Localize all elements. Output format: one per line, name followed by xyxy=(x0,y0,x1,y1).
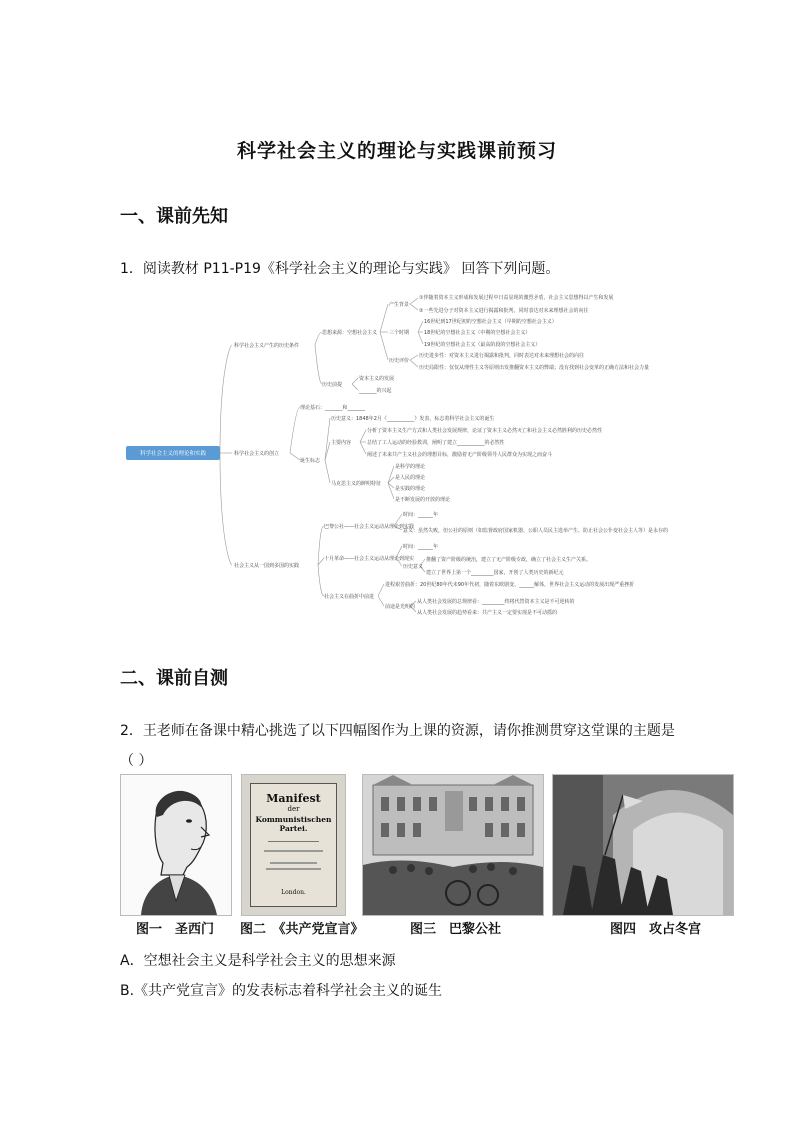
b1-bg: 产生背景 xyxy=(389,302,410,308)
b3-dev: 社会主义在曲折中前进 xyxy=(324,594,375,600)
b2-m1: 分析了资本主义生产方式和人类社会发展规律，论证了资本主义必然灭亡和社会主义必然胜利的历史必然性 xyxy=(367,428,603,434)
question-2-answer-paren: （ ） xyxy=(120,753,153,769)
mind-map xyxy=(120,290,680,620)
branch-1: 科学社会主义产生的历史条件 xyxy=(234,343,300,349)
paris-commune-engraving xyxy=(362,774,544,916)
section-heading-preview: 一、课前先知 xyxy=(120,206,228,227)
b1-h2: _______的兴起 xyxy=(359,388,392,394)
poster-line-1: Manifest xyxy=(266,792,321,805)
b1-hist: 历史前提 xyxy=(322,382,343,388)
caption-figure-1: 图一 圣西门 xyxy=(136,922,215,937)
b1-p1: 16世纪到17世纪初的空想社会主义（早期的空想社会主义） xyxy=(424,319,557,325)
b1-source: 思想来源：空想社会主义 xyxy=(322,330,378,336)
b3-p-meaning: 意义：虽然失败，但公社的原则（如监督政府国家机器、公职人员民主选举产生、防止社会公仆变社会主人等）是永存的 xyxy=(403,528,669,534)
communist-manifesto-cover xyxy=(241,774,346,916)
b2-birth: 诞生标志 xyxy=(300,458,321,464)
b2-f1: 是科学的理论 xyxy=(395,464,426,470)
poster-line-3: Kommunistischen Partei. xyxy=(255,815,332,833)
b1-p2: 18世纪的空想社会主义（中期的空想社会主义） xyxy=(424,330,531,336)
b1-e1: 历史进步性：对资本主义进行揭露和批判，同时表达对未来理想社会的向往 xyxy=(419,353,585,359)
b1-bg-2: ②一些先进分子对资本主义进行揭露和批判，同时表达对未来理想社会的向往 xyxy=(419,308,589,314)
branch-2: 科学社会主义的创立 xyxy=(234,451,280,457)
b3-o2: 建立了世界上第一个_________国家，开创了人类历史的新纪元 xyxy=(426,570,564,576)
poster-line-4: London. xyxy=(281,889,306,896)
b3-d21: 从人类社会发展的总规律看：_________终将代替资本主义是不可逆转的 xyxy=(417,599,575,605)
b3-o1: 推翻了资产阶级的统治，建立了无产阶级专政，确立了社会主义生产关系。 xyxy=(426,557,592,563)
b2-main: 主要内容 xyxy=(331,440,352,446)
mind-map-root: 科学社会主义的理论和实践 xyxy=(139,451,207,457)
b3-paris: 巴黎公社——社会主义运动从理论到实践 xyxy=(324,524,415,530)
b2-f2: 是人民的理论 xyxy=(395,475,426,481)
b2-feature: 马克思主义的鲜明特征 xyxy=(331,481,382,487)
b3-p-time: 时间：______年 xyxy=(403,512,439,518)
section-heading-self-test: 二、课前自测 xyxy=(120,668,228,689)
question-1: 1．阅读教材 P11-P19《科学社会主义的理论与实践》 回答下列问题。 xyxy=(120,261,560,277)
b1-p3: 19世纪的空想社会主义（最高阶段的空想社会主义） xyxy=(424,342,541,348)
b1-e2: 历史局限性：仅仅从理性主义等原则出发推翻资本主义的弊端；没有找到社会变革的正确方法和社会力量 xyxy=(419,365,650,371)
b3-o-time: 时间：______年 xyxy=(403,544,439,550)
b2-f4: 是不断发展的开放的理论 xyxy=(395,497,451,503)
b3-oct: 十月革命——社会主义运动从理论到现实 xyxy=(324,556,415,562)
b1-h1: 资本主义的发展 xyxy=(359,376,395,382)
portrait-saint-simon xyxy=(120,774,232,916)
branch-3: 社会主义从一国到多国的实践 xyxy=(234,563,300,569)
question-2: 2．王老师在备课中精心挑选了以下四幅图作为上课的资源，请你推测贯穿这堂课的主题是 xyxy=(120,723,675,739)
b2-m3: 阐述了未来共产主义社会的理想目标，激励着无产阶级领导人民群众为实现之而奋斗 xyxy=(367,452,553,458)
b1-period: 三个时期 xyxy=(389,330,410,336)
b2-basis: 理论基石：_______和_______ xyxy=(300,405,366,411)
caption-figure-4: 图四 攻占冬宫 xyxy=(610,922,702,937)
b3-d2: 前途是光明的 xyxy=(385,604,416,610)
b3-d1: 进程艰苦曲折：20世纪80年代末90年代初，随着东欧剧变、______解体，世界社会主义运动的发展出现严重挫折 xyxy=(385,582,635,588)
b2-m2: 总结了工人运动的经验教训，阐明了建立___________的必然性 xyxy=(367,440,505,446)
option-a[interactable]: A．空想社会主义是科学社会主义的思想来源 xyxy=(120,953,396,969)
b1-bg-1: ①伴随着资本主义形成和发展过程中日益显现的激烈矛盾，社会主义思想得以产生和发展 xyxy=(419,295,614,301)
b2-doc: 历史意义：1848年2月《___________》发表，标志着科学社会主义的诞生 xyxy=(331,416,495,422)
b1-eval: 历史评价 xyxy=(389,358,410,364)
poster-line-2: der xyxy=(287,805,300,813)
caption-figure-2: 图二 《共产党宣言》 xyxy=(240,922,364,937)
storming-winter-palace xyxy=(552,774,734,916)
b3-d22: 从人类社会发展的趋势看来：共产主义一定要实现是不可动摇的 xyxy=(417,610,558,616)
caption-figure-3: 图三 巴黎公社 xyxy=(410,922,502,937)
b2-f3: 是实践的理论 xyxy=(395,486,426,492)
option-b[interactable]: B.《共产党宣言》的发表标志着科学社会主义的诞生 xyxy=(120,983,443,999)
page-title: 科学社会主义的理论与实践课前预习 xyxy=(236,140,557,162)
b3-o-meaning: 历史意义 xyxy=(403,564,424,570)
